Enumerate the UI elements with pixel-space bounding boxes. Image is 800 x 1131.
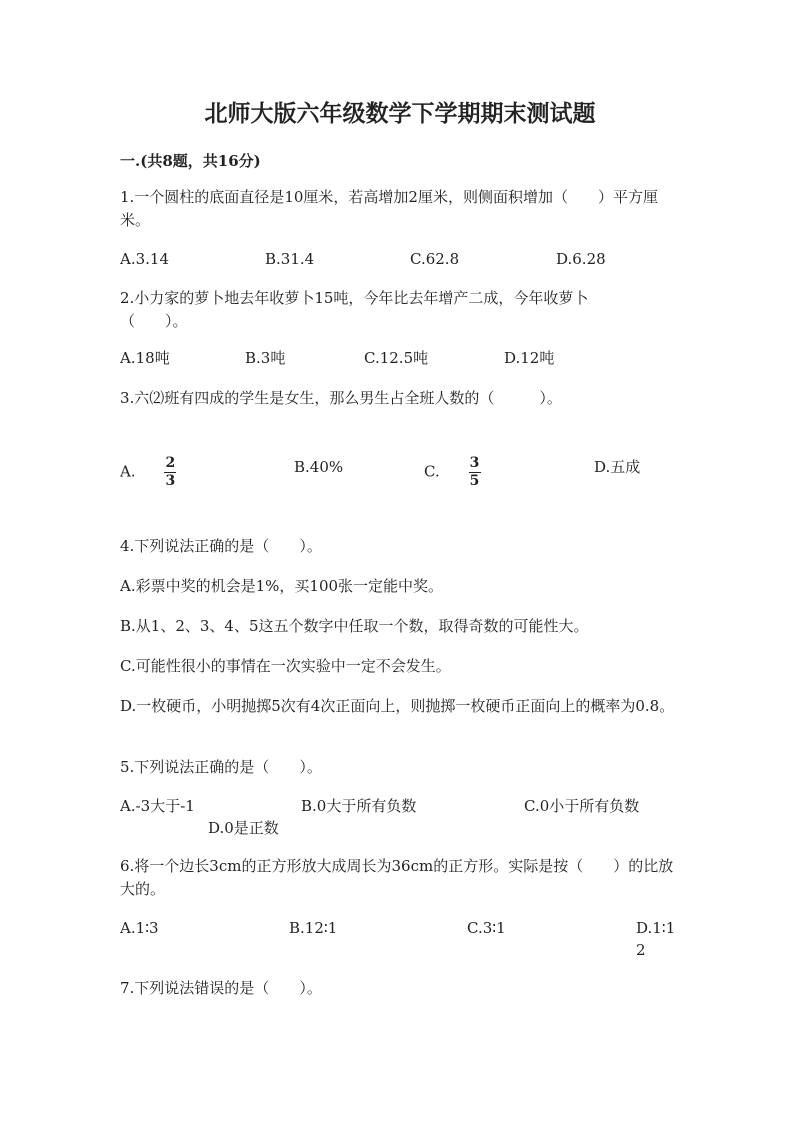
- q2-option-a[interactable]: A.18吨: [120, 349, 170, 367]
- q2-option-b[interactable]: B.3吨: [245, 349, 286, 367]
- question-7: 7.下列说法错误的是（ ）。: [120, 979, 322, 997]
- fraction-two-thirds: [164, 456, 176, 489]
- fraction-numerator: 3: [469, 455, 480, 471]
- q1-option-c[interactable]: C.62.8: [410, 250, 460, 268]
- question-1: 1.一个圆柱的底面直径是10厘米，若高增加2厘米，则侧面积增加（ ）平方厘米。: [120, 188, 658, 229]
- q1-option-d[interactable]: D.6.28: [556, 250, 606, 268]
- question-5: 5.下列说法正确的是（ ）。: [120, 758, 322, 776]
- q3-option-c-label: C.: [424, 462, 440, 481]
- q1-option-a[interactable]: A.3.14: [120, 250, 169, 268]
- fraction-denominator: 5: [469, 473, 480, 489]
- fraction-three-fifths: [469, 456, 481, 489]
- q6-option-b[interactable]: B.12∶1: [289, 919, 338, 937]
- q3-option-c[interactable]: [424, 456, 481, 489]
- q4-option-a[interactable]: A.彩票中奖的机会是1%，买100张一定能中奖。: [120, 577, 444, 595]
- q4-option-d[interactable]: D.一枚硬币，小明抛掷5次有4次正面向上，则抛掷一枚硬币正面向上的概率为0.8。: [120, 697, 675, 715]
- page-title: 北师大版六年级数学下学期期末测试题: [204, 100, 596, 127]
- q4-option-c[interactable]: C.可能性很小的事情在一次实验中一定不会发生。: [120, 657, 451, 675]
- q3-option-a-label: A.: [120, 462, 136, 481]
- q6-option-c[interactable]: C.3∶1: [467, 919, 506, 937]
- question-3: 3.六⑵班有四成的学生是女生，那么男生占全班人数的（ ）。: [120, 389, 562, 407]
- fraction-numerator: 2: [165, 455, 176, 471]
- q5-option-a[interactable]: A.-3大于-1: [120, 797, 195, 815]
- q6-option-d[interactable]: D.1∶12: [636, 919, 676, 959]
- fraction-denominator: 3: [165, 473, 176, 489]
- q2-option-c[interactable]: C.12.5吨: [364, 349, 429, 367]
- q4-option-b[interactable]: B.从1、2、3、4、5这五个数字中任取一个数，取得奇数的可能性大。: [120, 617, 589, 635]
- question-4: 4.下列说法正确的是（ ）。: [120, 537, 322, 555]
- question-2: 2.小力家的萝卜地去年收萝卜15吨，今年比去年增产二成，今年收萝卜（ ）。: [120, 289, 589, 330]
- q3-option-b[interactable]: B.40%: [294, 458, 344, 476]
- q5-option-b[interactable]: B.0大于所有负数: [301, 797, 417, 815]
- q6-option-a[interactable]: A.1∶3: [120, 919, 159, 937]
- q5-option-d[interactable]: D.0是正数: [208, 819, 279, 837]
- question-6: 6.将一个边长3cm的正方形放大成周长为36cm的正方形。实际是按（ ）的比放大的。: [120, 857, 674, 898]
- q5-option-c[interactable]: C.0小于所有负数: [524, 797, 640, 815]
- q3-option-a[interactable]: [120, 456, 176, 489]
- section-heading: 一.(共8题，共16分): [120, 152, 261, 170]
- q3-option-d[interactable]: D.五成: [594, 458, 641, 476]
- q1-option-b[interactable]: B.31.4: [265, 250, 315, 268]
- q2-option-d[interactable]: D.12吨: [504, 349, 555, 367]
